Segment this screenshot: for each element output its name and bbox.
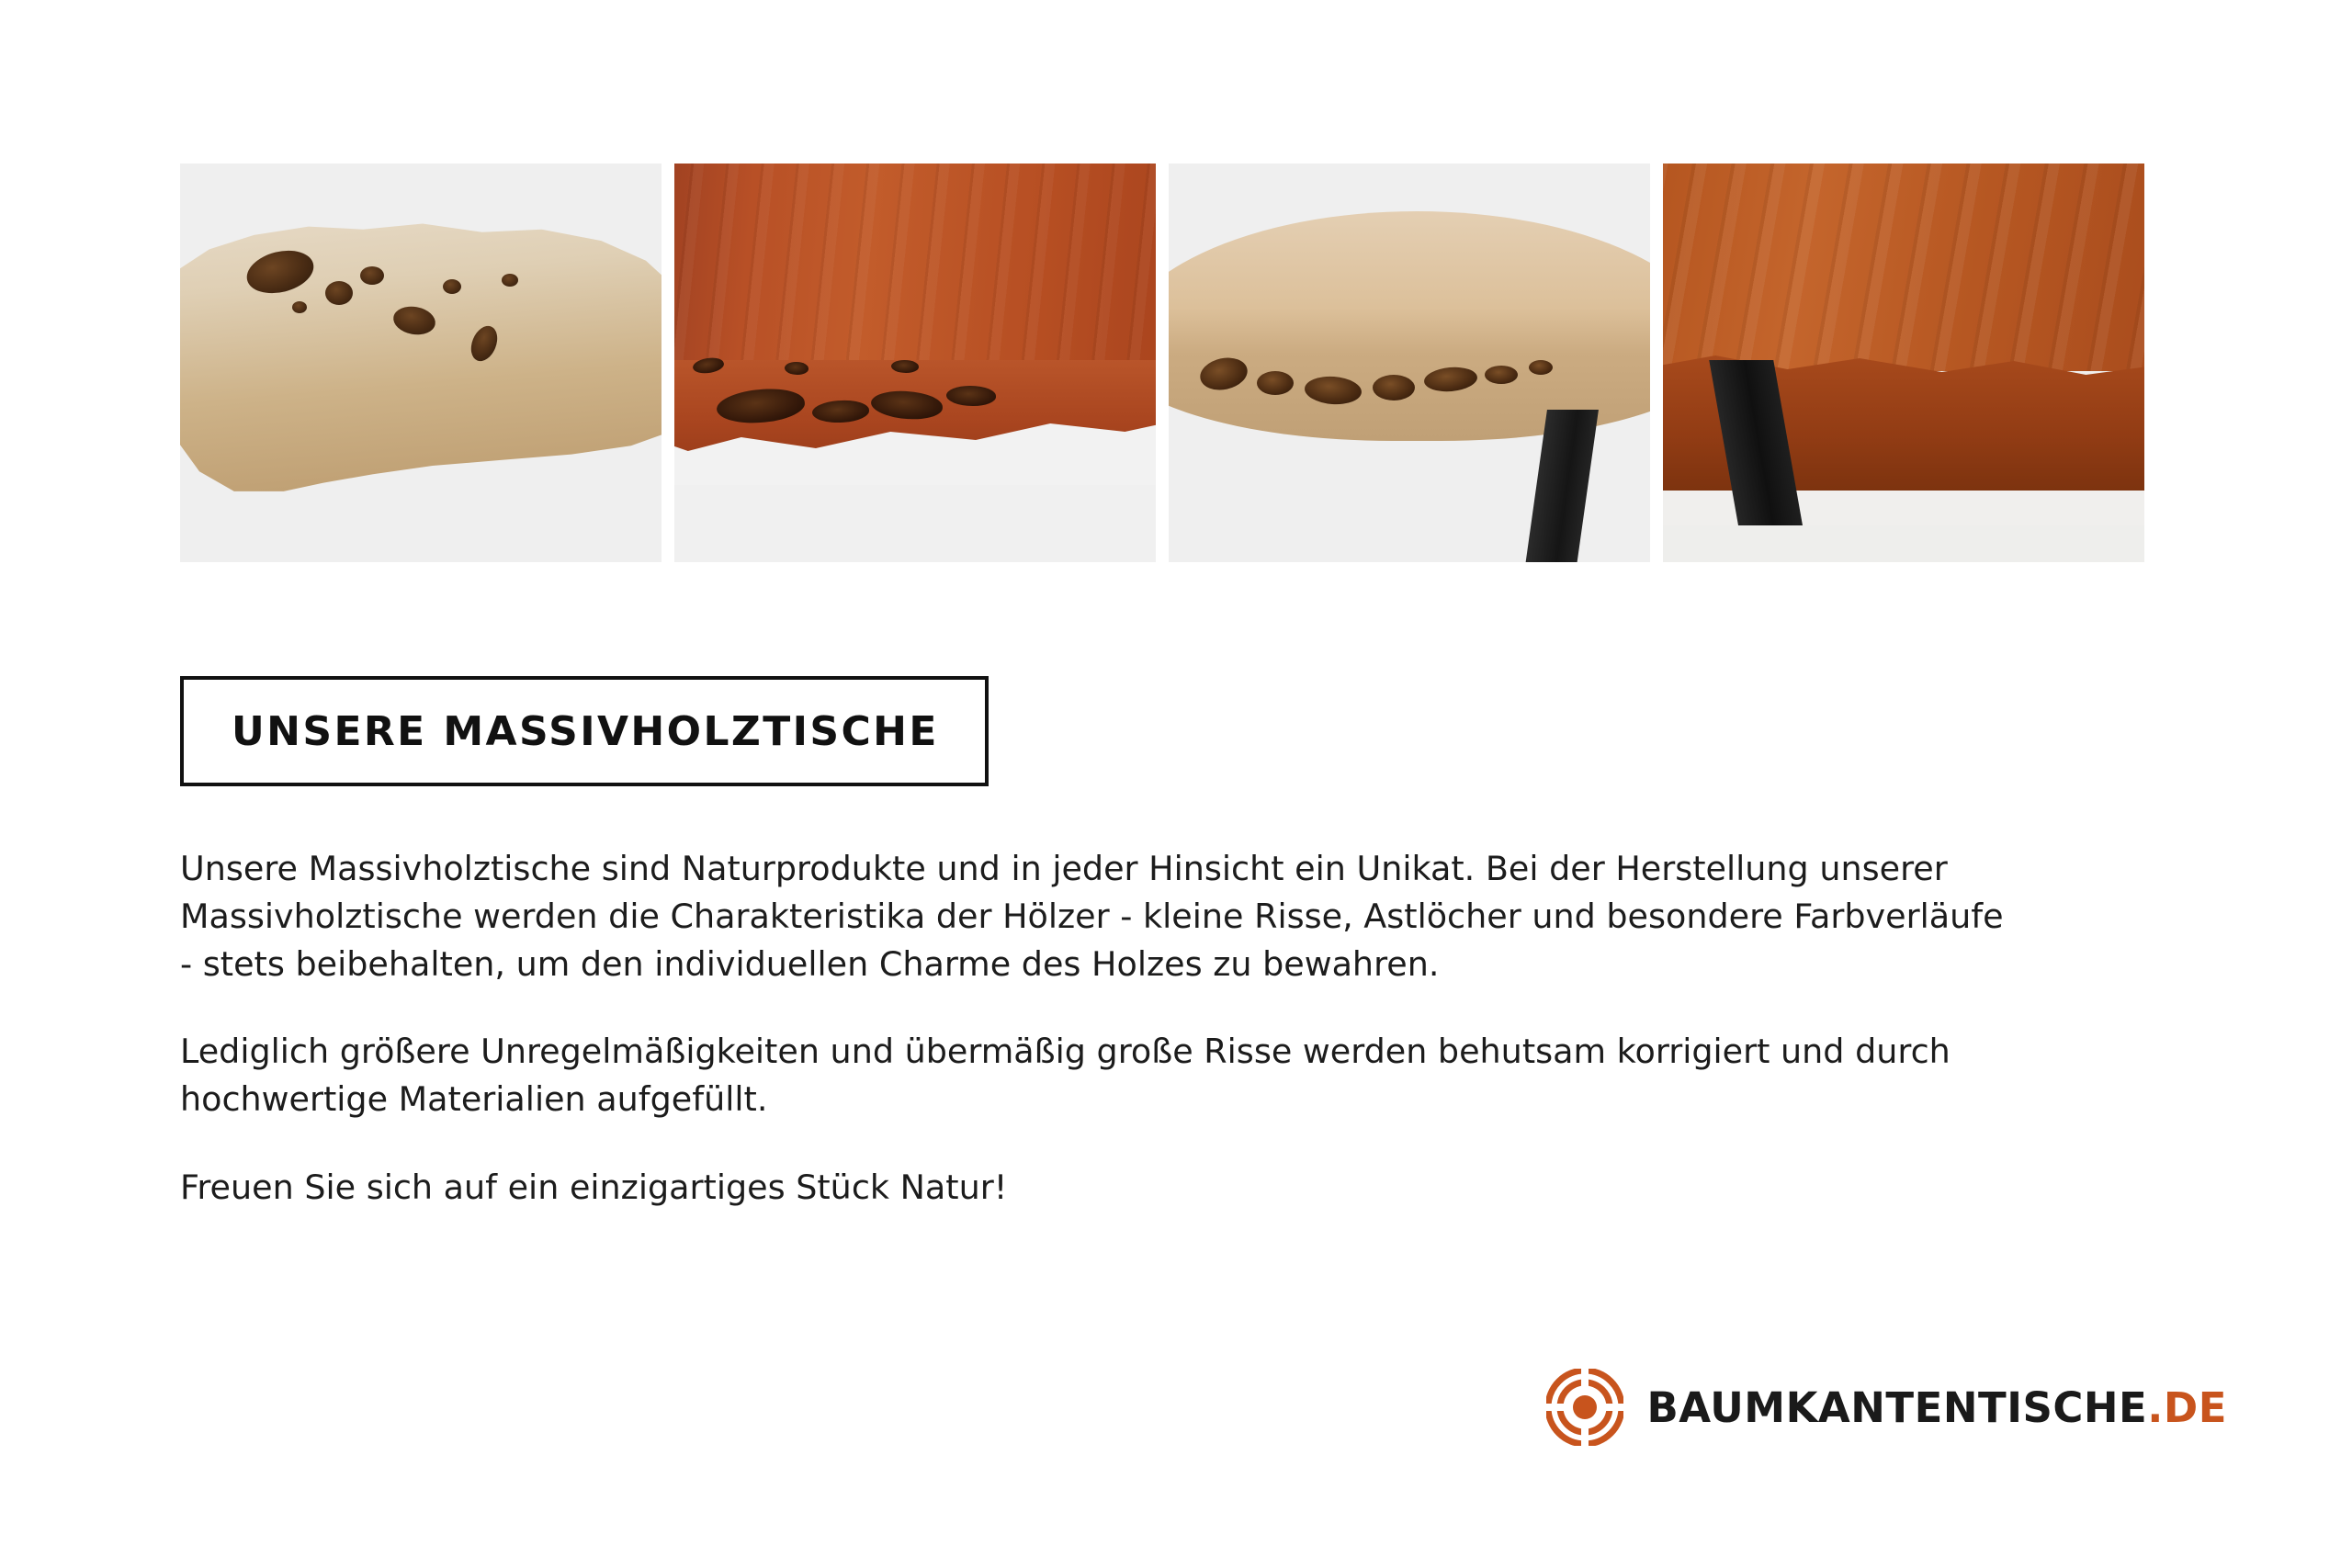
paragraph-3: Freuen Sie sich auf ein einzigartiges Stück Natur! [180,1168,1008,1208]
knot-hole [502,274,518,287]
paragraph-2: Lediglich größere Unregelmäßigkeiten und übermäßig große Risse werden behutsam korrigiert und durch hochwertige Materialien aufgefüllt. [180,1032,1951,1120]
knot-hole [360,266,384,285]
product-photo-gallery [180,164,2229,562]
brand-name-tld: .DE [2147,1382,2227,1432]
photo-background [674,485,1156,562]
filled-crack [891,360,919,373]
brand-name-main: BAUMKANTENTISCHE [1646,1382,2148,1432]
gallery-image-3 [1169,164,1650,562]
body-copy [180,845,2027,1212]
knot-hole [292,301,307,313]
knot-hole [1529,360,1553,375]
gallery-image-1 [180,164,662,562]
round-table-top [1169,211,1650,441]
baumkantentische-spiral-icon [1546,1369,1623,1446]
knot-hole [1373,375,1415,400]
page-title: UNSERE MASSIVHOLZTISCHE [232,707,939,755]
wood-grain-overlay [1663,164,2144,371]
paragraph-1: Unsere Massivholztische sind Naturprodukte und in jeder Hinsicht ein Unikat. Bei der Herstellung unserer Massivholztische werden die Charakteristika der Hölzer - kleine Risse, Astlöcher und besondere Farbverläufe - stets beibehalten, um den individuellen Charme des Holzes zu bewahren. [180,849,2004,984]
filled-crack [785,362,808,375]
wood-slab-shape [180,209,662,494]
photo-background [1663,525,2144,562]
brand-name [1647,1383,2228,1432]
filled-crack [946,386,996,406]
gallery-image-4 [1663,164,2144,562]
live-edge-shape [674,360,1156,498]
knot-hole [1485,366,1518,384]
wood-grain-overlay [674,164,1156,377]
section-heading-box [180,676,989,786]
gallery-image-2 [674,164,1156,562]
knot-hole [325,281,353,305]
knot-hole [1257,371,1294,395]
brand-logo [1546,1369,2228,1446]
knot-hole [443,279,461,294]
